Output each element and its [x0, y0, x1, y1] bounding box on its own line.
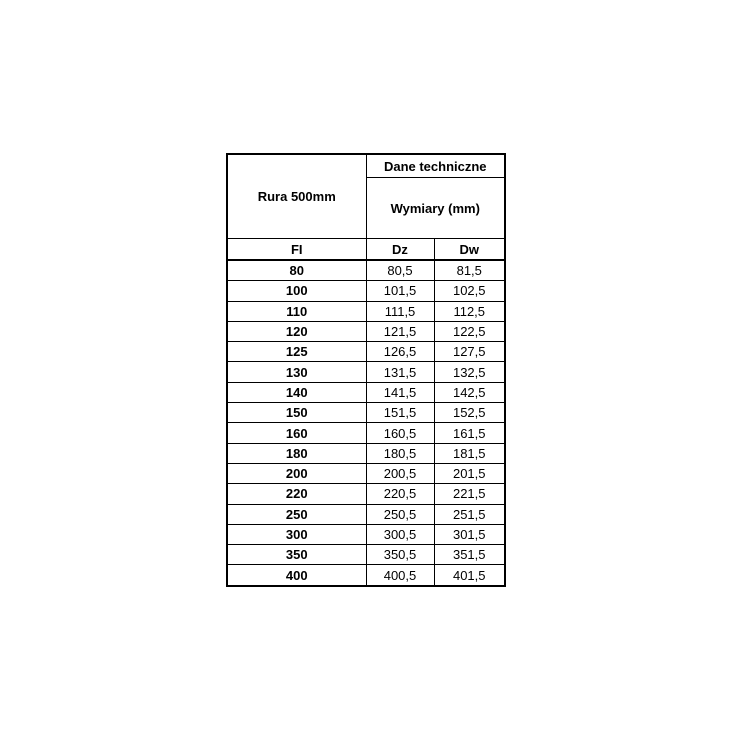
cell-dw: 112,5 — [434, 301, 505, 321]
cell-dz: 111,5 — [366, 301, 434, 321]
table-row — [227, 403, 505, 423]
cell-dz: 151,5 — [366, 403, 434, 423]
header-row-1 — [227, 154, 505, 178]
cell-dz: 400,5 — [366, 565, 434, 586]
table-row — [227, 565, 505, 586]
table-row — [227, 504, 505, 524]
column-header-dz: Dz — [366, 239, 434, 261]
cell-dz: 180,5 — [366, 443, 434, 463]
cell-fi: 100 — [227, 281, 366, 301]
cell-dw: 81,5 — [434, 260, 505, 281]
cell-dz: 300,5 — [366, 524, 434, 544]
sub-label-cell: Wymiary (mm) — [366, 178, 505, 239]
technical-data-table — [226, 153, 506, 587]
cell-fi: 110 — [227, 301, 366, 321]
cell-fi: 220 — [227, 484, 366, 504]
table-row — [227, 362, 505, 382]
cell-dz: 121,5 — [366, 321, 434, 341]
cell-dw: 161,5 — [434, 423, 505, 443]
cell-dw: 132,5 — [434, 362, 505, 382]
cell-dw: 102,5 — [434, 281, 505, 301]
table-row — [227, 545, 505, 565]
cell-dz: 200,5 — [366, 463, 434, 483]
cell-fi: 350 — [227, 545, 366, 565]
column-header-dw: Dw — [434, 239, 505, 261]
cell-dw: 142,5 — [434, 382, 505, 402]
cell-dw: 251,5 — [434, 504, 505, 524]
pipe-label-cell: Rura 500mm — [227, 154, 366, 239]
cell-dz: 101,5 — [366, 281, 434, 301]
table-row — [227, 524, 505, 544]
cell-dz: 141,5 — [366, 382, 434, 402]
cell-dz: 250,5 — [366, 504, 434, 524]
cell-fi: 140 — [227, 382, 366, 402]
cell-fi: 250 — [227, 504, 366, 524]
table-row — [227, 281, 505, 301]
cell-fi: 150 — [227, 403, 366, 423]
cell-dz: 220,5 — [366, 484, 434, 504]
table-row — [227, 321, 505, 341]
cell-fi: 300 — [227, 524, 366, 544]
cell-dw: 201,5 — [434, 463, 505, 483]
group-label-cell: Dane techniczne — [366, 154, 505, 178]
cell-fi: 130 — [227, 362, 366, 382]
cell-dw: 351,5 — [434, 545, 505, 565]
cell-dz: 80,5 — [366, 260, 434, 281]
column-header-row — [227, 239, 505, 261]
table-row — [227, 423, 505, 443]
table-body — [227, 154, 505, 586]
table-row — [227, 443, 505, 463]
cell-dw: 152,5 — [434, 403, 505, 423]
table-row — [227, 301, 505, 321]
cell-dz: 131,5 — [366, 362, 434, 382]
cell-fi: 80 — [227, 260, 366, 281]
cell-dz: 160,5 — [366, 423, 434, 443]
cell-fi: 400 — [227, 565, 366, 586]
table-row — [227, 382, 505, 402]
cell-dw: 127,5 — [434, 342, 505, 362]
cell-fi: 200 — [227, 463, 366, 483]
cell-fi: 120 — [227, 321, 366, 341]
cell-dz: 126,5 — [366, 342, 434, 362]
table-row — [227, 463, 505, 483]
cell-fi: 125 — [227, 342, 366, 362]
cell-dw: 181,5 — [434, 443, 505, 463]
cell-dw: 301,5 — [434, 524, 505, 544]
cell-dz: 350,5 — [366, 545, 434, 565]
cell-dw: 122,5 — [434, 321, 505, 341]
column-header-fi: FI — [227, 239, 366, 261]
table-row — [227, 484, 505, 504]
cell-dw: 221,5 — [434, 484, 505, 504]
cell-dw: 401,5 — [434, 565, 505, 586]
cell-fi: 180 — [227, 443, 366, 463]
table-row — [227, 260, 505, 281]
table-row — [227, 342, 505, 362]
cell-fi: 160 — [227, 423, 366, 443]
